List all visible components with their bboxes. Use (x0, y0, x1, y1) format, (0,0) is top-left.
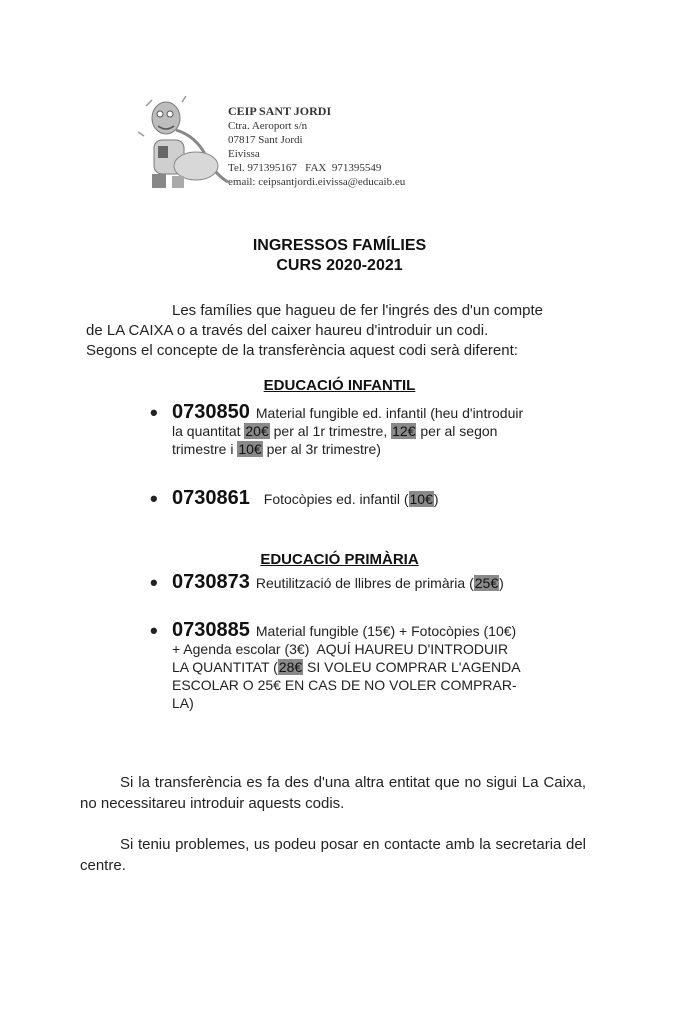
payment-code: 0730885 (172, 619, 250, 641)
intro-line-2: de LA CAIXA o a través del caixer haureu d'introduir un codi. (86, 322, 489, 339)
item-text: ) (433, 491, 439, 507)
item-text: per al segon (420, 423, 498, 439)
school-name: CEIP SANT JORDI (228, 104, 332, 118)
list-item (150, 400, 590, 458)
amount-highlight: 10€ (409, 491, 433, 507)
section-heading-primaria: EDUCACIÓ PRIMÀRIA (260, 551, 419, 568)
item-text: ESCOLAR O 25€ EN CAS DE NO VOLER COMPRAR- (172, 677, 517, 693)
footer-paragraph-1 (80, 772, 586, 814)
amount-highlight: 10€ (238, 441, 262, 457)
footer-paragraph-2 (80, 834, 586, 876)
email: email: ceipsantjordi.eivissa@educaib.eu (228, 176, 406, 188)
intro-line-1: Les famílies que hagueu de fer l'ingrés des d'un compte (172, 302, 543, 319)
document-title (0, 236, 679, 276)
school-logo-image (136, 96, 232, 196)
list-item (150, 570, 590, 595)
bullet-icon: • (150, 618, 158, 643)
section-heading-infantil: EDUCACIÓ INFANTIL (263, 377, 416, 394)
payment-code: 0730850 (172, 401, 250, 423)
list-item (150, 618, 590, 712)
item-text: la quantitat (172, 423, 241, 439)
title-line-2: CURS 2020-2021 (276, 257, 403, 274)
phone-fax: Tel. 971395167 FAX 971395549 (228, 162, 382, 174)
item-text: trimestre i (172, 441, 234, 457)
address-line-2: 07817 Sant Jordi (228, 134, 303, 146)
item-text: Fotocòpies ed. infantil ( (263, 491, 409, 507)
bullet-icon: • (150, 570, 158, 595)
amount-highlight: 12€ (392, 423, 416, 439)
item-text: SI VOLEU COMPRAR L'AGENDA (307, 659, 521, 675)
title-line-1: INGRESSOS FAMÍLIES (252, 237, 427, 254)
amount-highlight: 25€ (474, 575, 499, 591)
item-text: + Agenda escolar (3€) AQUÍ HAUREU D'INTRODUIR (172, 641, 509, 657)
payment-code: 0730873 (172, 571, 250, 593)
footer-text: Si teniu problemes, us podeu posar en contacte amb la secretaria del centre. (80, 836, 586, 874)
item-text: per al 3r trimestre) (266, 441, 381, 457)
intro-line-3: Segons el concepte de la transferència aquest codi serà diferent: (86, 342, 518, 359)
item-text: Reutilització de llibres de primària ( (255, 575, 474, 591)
item-text: per al 1r trimestre, (273, 423, 388, 439)
address-city: Eivissa (228, 148, 260, 160)
address-line-1: Ctra. Aeroport s/n (228, 120, 308, 132)
amount-highlight: 28€ (278, 659, 303, 675)
payment-code: 0730861 (172, 487, 250, 509)
bullet-icon: • (150, 400, 158, 425)
item-text: ) (499, 575, 504, 591)
school-header (228, 104, 405, 189)
bullet-icon: • (150, 486, 158, 511)
list-item (150, 486, 590, 511)
amount-highlight: 20€ (245, 423, 269, 439)
intro-paragraph (86, 301, 594, 361)
item-text: Material fungible (15€) + Fotocòpies (10€) (255, 623, 517, 639)
item-text: LA) (172, 695, 194, 711)
item-text: Material fungible ed. infantil (heu d'introduir (255, 405, 524, 421)
item-text: LA QUANTITAT ( (172, 659, 278, 675)
footer-text: Si la transferència es fa des d'una altra entitat que no sigui La Caixa, no necessitareu introduir aquests codis. (80, 774, 586, 812)
